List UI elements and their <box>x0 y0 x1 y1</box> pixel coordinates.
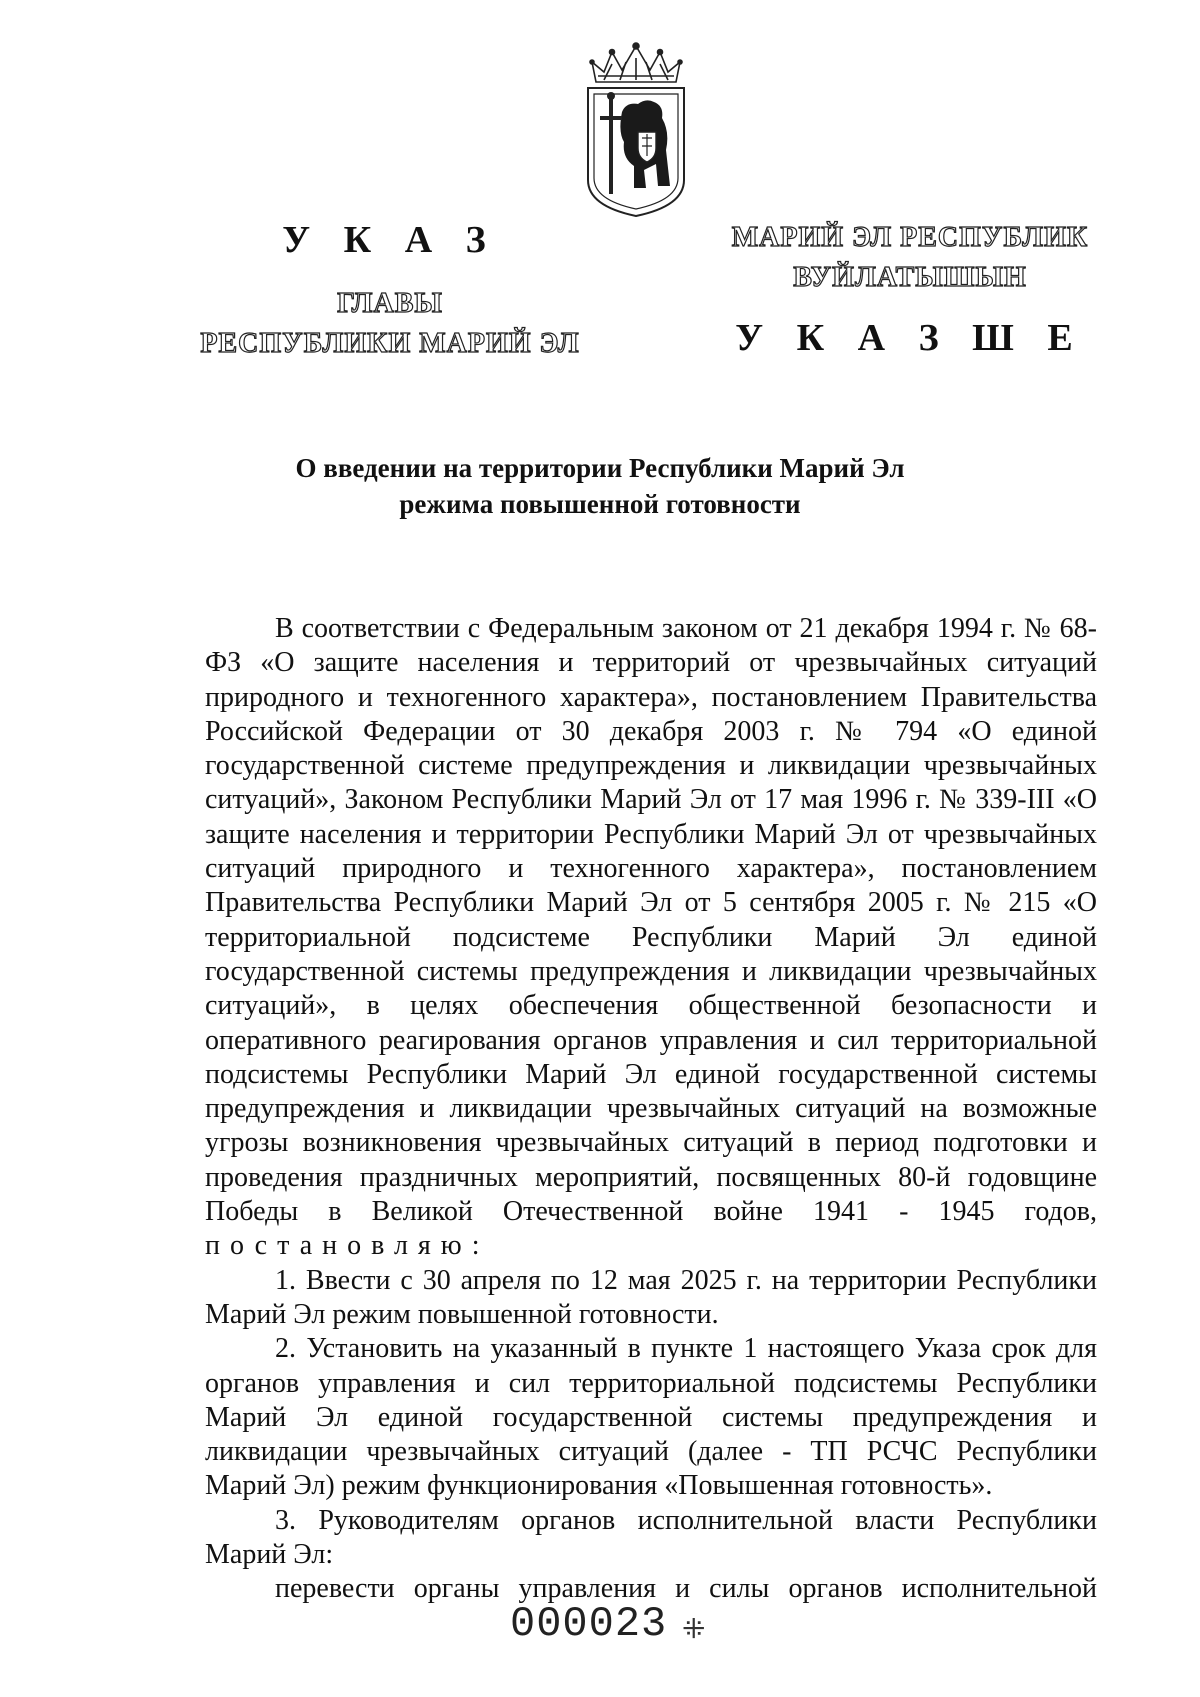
decree-title-mari: У К А З Ш Е <box>735 317 1085 359</box>
head-line-2: РЕСПУБЛИКИ МАРИЙ ЭЛ <box>200 328 580 359</box>
serial-mark-icon: ⁜ <box>682 1612 706 1645</box>
decree-title-ru: У К А З <box>282 219 498 261</box>
preamble-paragraph <box>205 612 1097 1264</box>
item-3-subitem: перевести органы управления и силы органов исполнительной <box>275 1573 1097 1605</box>
decree-word: постановляю: <box>205 1230 490 1262</box>
preamble-text: В соответствии с Федеральным законом от 21 декабря 1994 г. № 68-ФЗ «О защите населения и территорий от чрезвычайных ситуаций природного и техногенного характера», постановлением Правительства Российской Федерации от 30 декабря 2003 г. № 794 «О единой государственной системе предупреждения и ликвидации чрезвычайных ситуаций», Законом Республики Марий Эл от 17 мая 1996 г. № 339-III «О защите населения и территории Республики Марий Эл от чрезвычайных ситуаций природного и техногенного характера», постановлением Правительства Республики Марий Эл от 5 сентября 2005 г. № 215 «О территориальной подсистеме Республики Марий Эл единой государственной системы предупреждения и ликвидации чрезвычайных ситуаций», в целях обеспечения общественной безопасности и оперативного реагирования органов управления и сил территориальной подсистемы Республики Марий Эл единой государственной системы предупреждения и ликвидации чрезвычайных ситуаций на возможные угрозы возникновения чрезвычайных ситуаций в период подготовки и проведения праздничных мероприятий, посвященных 80-й годовщине Победы в Великой Отечественной войне 1941 - 1945 годов, <box>205 613 1097 1228</box>
title-line-1: О введении на территории Республики Марий Эл <box>295 453 905 483</box>
republic-line-1: МАРИЙ ЭЛ РЕСПУБЛИК <box>731 222 1089 253</box>
serial-number: 000023 <box>510 1600 668 1648</box>
item-1: 1. Ввести с 30 апреля по 12 мая 2025 г. на территории Республики Марий Эл режим повышенной готовности. <box>205 1264 1097 1330</box>
header-right <box>700 218 1120 360</box>
item-2: 2. Установить на указанный в пункте 1 настоящего Указа срок для органов управления и сил территориальной подсистемы Республики Марий Эл единой государственной системы предупреждения и ликвидации чрезвычайных ситуаций (далее - ТП РСЧС Республики Марий Эл) режим функционирования «Повышенная готовность». <box>205 1333 1097 1502</box>
republic-line-2: ВУЙЛАТЫШЫН <box>793 262 1027 293</box>
header-left <box>180 218 600 364</box>
coat-of-arms-emblem <box>582 40 690 220</box>
document-title <box>120 450 1080 522</box>
title-line-2: режима повышенной готовности <box>399 489 801 519</box>
document-body <box>205 612 1097 1607</box>
item-3: 3. Руководителям органов исполнительной власти Республики Марий Эл: <box>205 1504 1097 1571</box>
head-line-1: ГЛАВЫ <box>337 288 443 319</box>
